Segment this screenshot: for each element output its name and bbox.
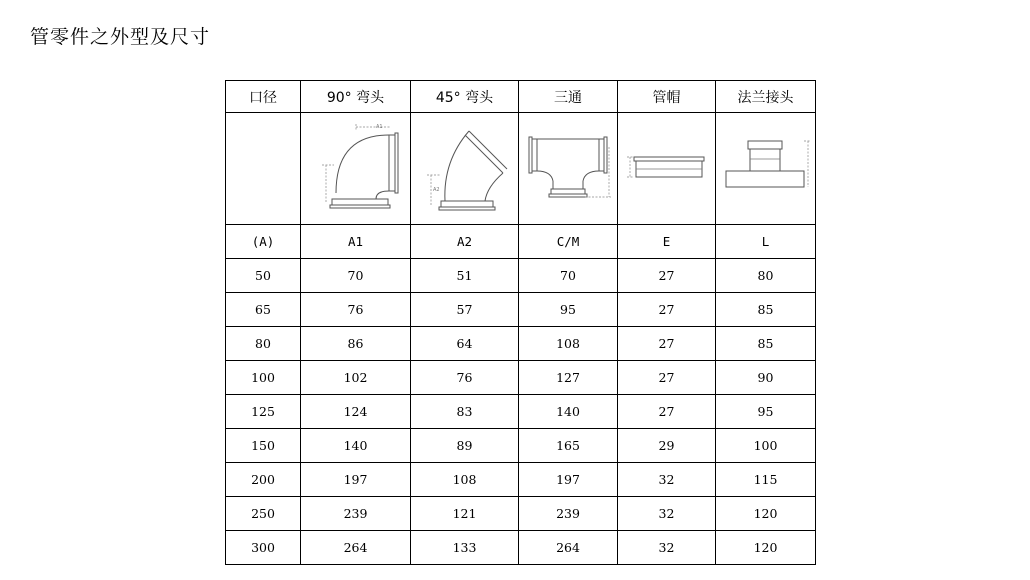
table-cell: 120 — [716, 531, 816, 565]
figure-cell — [618, 113, 716, 225]
table-row — [226, 463, 816, 497]
table-cell: 108 — [519, 327, 618, 361]
table-cell: 51 — [411, 259, 519, 293]
table-cell: 27 — [618, 395, 716, 429]
code-row — [226, 225, 816, 259]
table-cell: 108 — [411, 463, 519, 497]
table-cell: 200 — [226, 463, 301, 497]
table-cell: 197 — [519, 463, 618, 497]
table-cell: 102 — [301, 361, 411, 395]
figure-row — [226, 113, 816, 225]
table-cell: 32 — [618, 531, 716, 565]
table-row — [226, 327, 816, 361]
table-cell: 80 — [716, 259, 816, 293]
table-cell: 70 — [519, 259, 618, 293]
dim-label: A2 — [432, 186, 440, 193]
figure-cell — [519, 113, 618, 225]
table-cell: 239 — [519, 497, 618, 531]
table-cell: 100 — [716, 429, 816, 463]
table-cell: 300 — [226, 531, 301, 565]
fittings-dimension-table — [225, 80, 816, 565]
table-cell: 95 — [519, 293, 618, 327]
empty-cell — [226, 113, 301, 225]
header-cell: 90° 弯头 — [301, 81, 411, 113]
table-cell: 27 — [618, 259, 716, 293]
header-cell: 三通 — [519, 81, 618, 113]
table-cell: 76 — [301, 293, 411, 327]
table-row — [226, 361, 816, 395]
table-cell: 95 — [716, 395, 816, 429]
figure-cell — [411, 113, 519, 225]
tee-icon — [523, 121, 613, 217]
table-cell: 120 — [716, 497, 816, 531]
header-cell: 口径 — [226, 81, 301, 113]
table-cell: 27 — [618, 293, 716, 327]
code-cell: C/M — [519, 225, 618, 259]
table-cell: 165 — [519, 429, 618, 463]
table-cell: 90 — [716, 361, 816, 395]
table-cell: 70 — [301, 259, 411, 293]
table-row — [226, 259, 816, 293]
table-cell: 127 — [519, 361, 618, 395]
table-cell: 250 — [226, 497, 301, 531]
header-cell: 管帽 — [618, 81, 716, 113]
table-cell: 27 — [618, 327, 716, 361]
table-cell: 50 — [226, 259, 301, 293]
code-cell: E — [618, 225, 716, 259]
figure-cell — [716, 113, 816, 225]
table-cell: 239 — [301, 497, 411, 531]
table-row — [226, 293, 816, 327]
table-row — [226, 429, 816, 463]
header-cell: 法兰接头 — [716, 81, 816, 113]
table-cell: 115 — [716, 463, 816, 497]
elbow-90-icon — [310, 121, 402, 217]
table-cell: 121 — [411, 497, 519, 531]
code-cell: A1 — [301, 225, 411, 259]
table-cell: 27 — [618, 361, 716, 395]
table-cell: 80 — [226, 327, 301, 361]
table-cell: 85 — [716, 327, 816, 361]
table-cell: 89 — [411, 429, 519, 463]
table-cell: 150 — [226, 429, 301, 463]
table-cell: 197 — [301, 463, 411, 497]
dim-label: A1 — [375, 123, 383, 130]
table-cell: 124 — [301, 395, 411, 429]
flange-adapter-icon — [720, 121, 812, 217]
table-row — [226, 497, 816, 531]
header-cell: 45° 弯头 — [411, 81, 519, 113]
page-title: 管零件之外型及尺寸 — [30, 26, 211, 48]
table-row — [226, 531, 816, 565]
code-cell: A2 — [411, 225, 519, 259]
table-cell: 64 — [411, 327, 519, 361]
figure-cell — [301, 113, 411, 225]
table-cell: 83 — [411, 395, 519, 429]
table-cell: 32 — [618, 463, 716, 497]
code-cell: (A) — [226, 225, 301, 259]
table-cell: 140 — [301, 429, 411, 463]
table-cell: 57 — [411, 293, 519, 327]
table-cell: 140 — [519, 395, 618, 429]
table-cell: 264 — [301, 531, 411, 565]
table-cell: 85 — [716, 293, 816, 327]
table-cell: 32 — [618, 497, 716, 531]
cap-icon — [622, 121, 712, 217]
table-row — [226, 395, 816, 429]
code-cell: L — [716, 225, 816, 259]
table-cell: 133 — [411, 531, 519, 565]
table-cell: 264 — [519, 531, 618, 565]
table-cell: 100 — [226, 361, 301, 395]
table-cell: 125 — [226, 395, 301, 429]
table-cell: 86 — [301, 327, 411, 361]
header-row — [226, 81, 816, 113]
table-cell: 29 — [618, 429, 716, 463]
table-cell: 65 — [226, 293, 301, 327]
elbow-45-icon — [419, 121, 511, 217]
table-cell: 76 — [411, 361, 519, 395]
